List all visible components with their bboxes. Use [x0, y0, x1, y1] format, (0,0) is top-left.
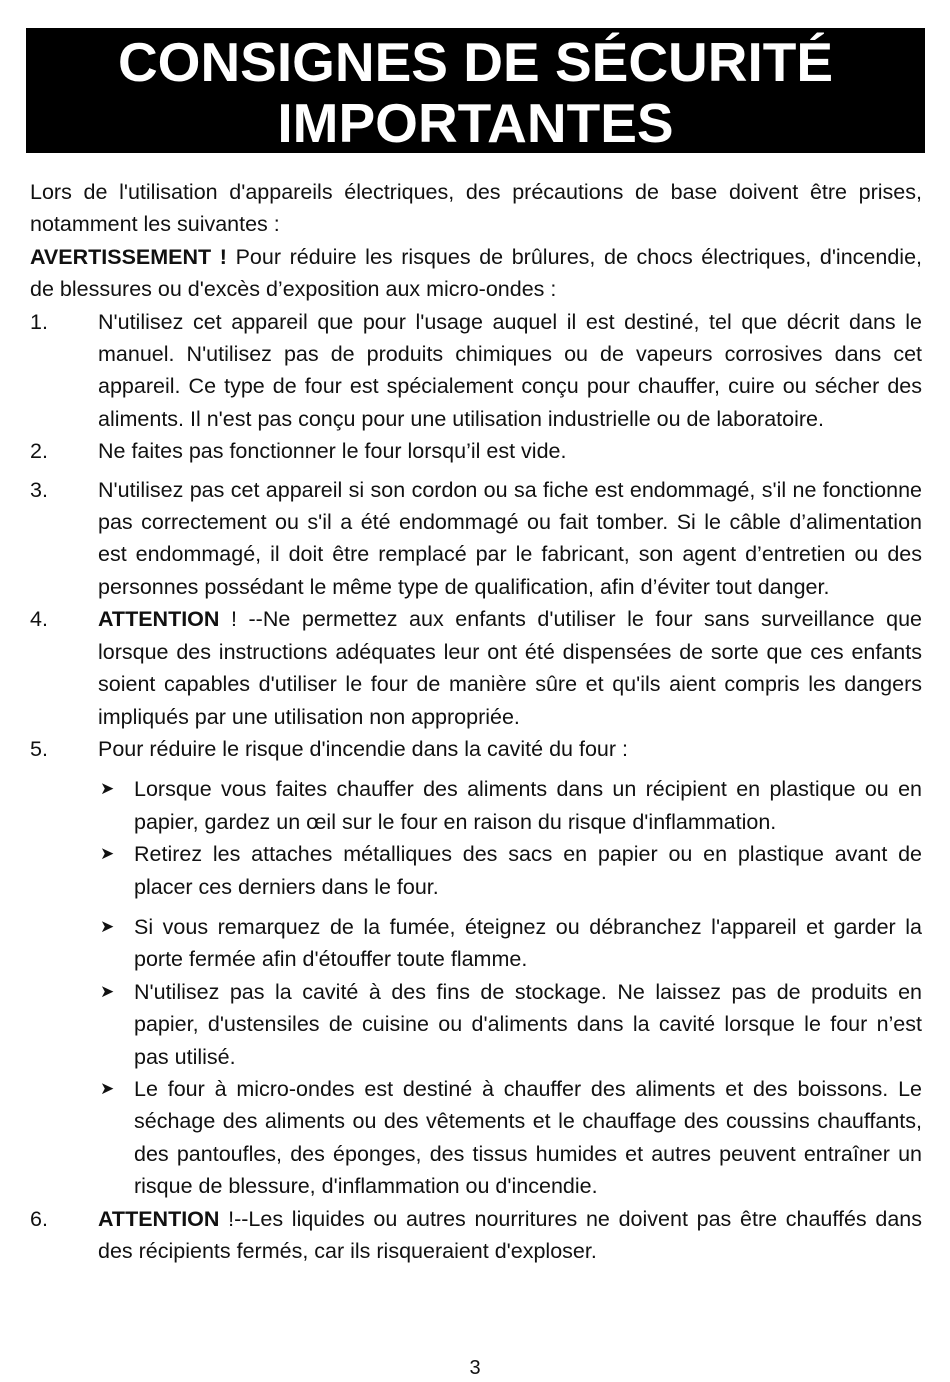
arrow-bullet-icon: ➤ [100, 981, 115, 1001]
item-number: 2. [30, 439, 48, 464]
warning-paragraph [30, 241, 922, 306]
item-number: 3. [30, 477, 48, 502]
item-number: 6. [30, 1206, 48, 1231]
item-text: ! --Ne permettez aux enfants d'utiliser le four sans surveillance que lorsque des instructions adéquates leur ont été dispensées de sorte que ces enfants soient capables d'utiliser le four de manière sûre et qu'ils aient compris les dangers impliqués par une utilisation non appropriée. [98, 607, 922, 729]
arrow-bullet-icon: ➤ [100, 1078, 115, 1098]
title-line-1: CONSIGNES DE SÉCURITÉ [117, 31, 834, 93]
arrow-bullet-icon: ➤ [100, 844, 115, 864]
intro-paragraph: Lors de l'utilisation d'appareils électriques, des précautions de base doivent être prises, notamment les suivantes : [30, 180, 922, 237]
warning-label: AVERTISSEMENT ! [30, 244, 227, 269]
attention-label: ATTENTION [98, 1206, 220, 1231]
list-item-1 [30, 306, 922, 436]
warning-text: Pour réduire les risques de brûlures, de chocs électriques, d'incendie, de blessures ou d'excès d’exposition aux micro-ondes : [30, 244, 922, 302]
list-item-3 [30, 474, 922, 604]
attention-label: ATTENTION [98, 607, 220, 632]
bullet-item-2 [30, 838, 922, 903]
item-number: 1. [30, 309, 48, 334]
bullet-text: Si vous remarquez de la fumée, éteignez ou débranchez l'appareil et garder la porte fermée afin d'étouffer toute flamme. [134, 914, 922, 972]
bullet-text: N'utilisez pas la cavité à des fins de stockage. Ne laissez pas de produits en papier, d'ustensiles de cuisine ou d'aliments dans la cavité lorsque le four n’est pas utilisé. [134, 979, 922, 1069]
title-line-2: IMPORTANTES [277, 92, 674, 154]
item-number: 5. [30, 736, 48, 761]
bullet-text: Retirez les attaches métalliques des sacs en papier ou en plastique avant de placer ces derniers dans le four. [134, 842, 922, 899]
arrow-bullet-icon: ➤ [100, 916, 115, 936]
bullet-text: Lorsque vous faites chauffer des aliments dans un récipient en plastique ou en papier, gardez un œil sur le four en raison du risque d'inflammation. [134, 777, 922, 834]
item-text: N'utilisez pas cet appareil si son cordon ou sa fiche est endommagé, s'il ne fonctionne pas correctement ou s'il a été endommagé ou fait tomber. Si le câble d’alimentation est endommagé, il doit être remplacé par le fabricant, son agent d’entretien ou des personnes possédant le même type de qualification, afin d’éviter tout danger. [98, 477, 922, 599]
arrow-bullet-icon: ➤ [100, 779, 115, 799]
item-text: N'utilisez cet appareil que pour l'usage auquel il est destiné, tel que décrit dans le manuel. N'utilisez pas de produits chimiques ou de vapeurs corrosives dans cet appareil. Ce type de four est spécialement conçu pour chauffer, cuire ou sécher des aliments. Il n'est pas conçu pour une utilisation industrielle ou de laboratoire. [98, 309, 922, 431]
list-item-6 [30, 1203, 922, 1268]
safety-instructions [30, 176, 922, 1267]
bullet-text: Le four à micro-ondes est destiné à chauffer des aliments et des boissons. Le séchage des aliments ou des vêtements et le chauffage des coussins chauffants, des pantoufles, des éponges, des tissus humides et autres peuvent entraîner un risque de blessure, d'inflammation ou d'incendie. [134, 1076, 922, 1199]
bullet-item-4 [30, 976, 922, 1073]
item-text: Pour réduire le risque d'incendie dans la cavité du four : [98, 736, 628, 761]
page-number: 3 [469, 1357, 481, 1379]
list-item-2 [30, 435, 922, 467]
list-item-4 [30, 603, 922, 733]
item-text: !--Les liquides ou autres nourritures ne doivent pas être chauffés dans des récipients fermés, car ils risqueraient d'exploser. [98, 1206, 922, 1263]
bullet-item-1 [30, 773, 922, 838]
item-number: 4. [30, 607, 48, 632]
bullet-item-5 [30, 1073, 922, 1203]
list-item-5 [30, 733, 922, 765]
bullet-item-3 [30, 911, 922, 976]
page-title [26, 28, 925, 153]
item-text: Ne faites pas fonctionner le four lorsqu’il est vide. [98, 439, 567, 464]
